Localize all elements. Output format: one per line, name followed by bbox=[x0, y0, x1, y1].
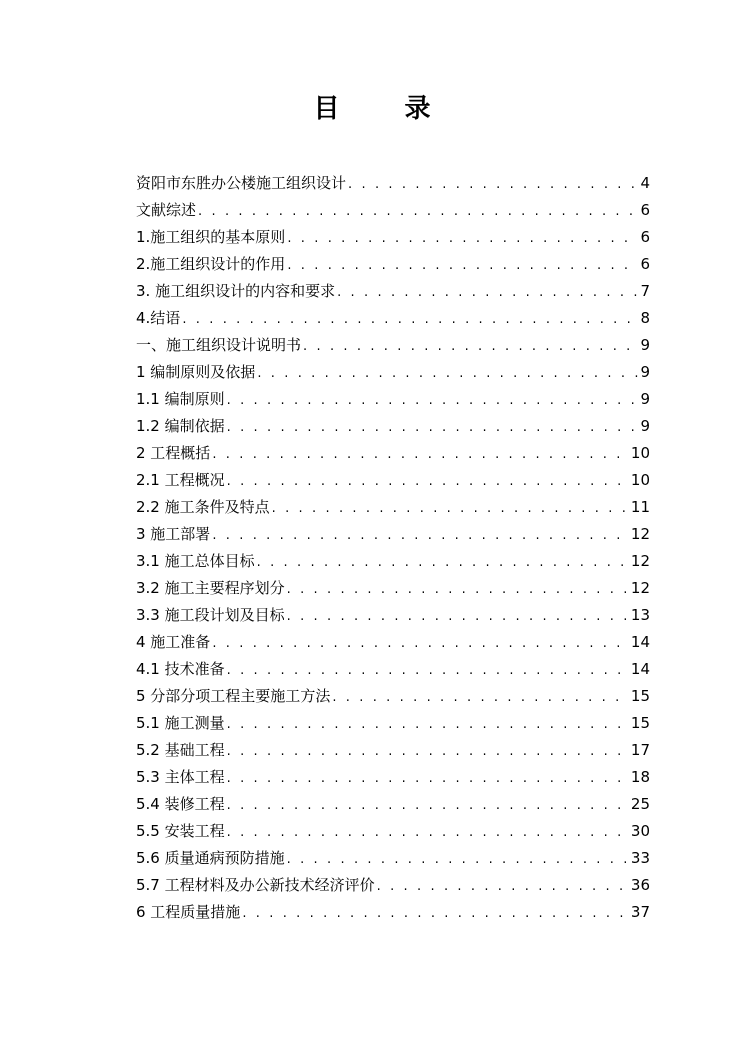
toc-dot-leader bbox=[227, 819, 629, 846]
toc-entry[interactable] bbox=[136, 224, 650, 251]
toc-entry-page-number: 14 bbox=[630, 660, 650, 678]
toc-entry[interactable] bbox=[136, 440, 650, 467]
toc-entry[interactable] bbox=[136, 602, 650, 629]
toc-entry-page-number: 14 bbox=[630, 633, 650, 651]
toc-entry[interactable] bbox=[136, 818, 650, 845]
toc-entry-label: 1.施工组织的基本原则 bbox=[136, 228, 286, 246]
toc-dot-leader bbox=[348, 171, 638, 198]
toc-entry-label: 1.1 编制原则 bbox=[136, 390, 225, 408]
toc-entry-page-number: 6 bbox=[640, 255, 650, 273]
toc-entry-page-number: 9 bbox=[640, 336, 650, 354]
toc-entry[interactable] bbox=[136, 170, 650, 197]
toc-entry-label: 5.1 施工测量 bbox=[136, 714, 225, 732]
toc-entry-page-number: 37 bbox=[630, 903, 650, 921]
toc-entry-page-number: 9 bbox=[640, 390, 650, 408]
toc-dot-leader bbox=[287, 225, 638, 252]
toc-entry[interactable] bbox=[136, 737, 650, 764]
toc-dot-leader bbox=[227, 414, 639, 441]
toc-dot-leader bbox=[227, 738, 629, 765]
toc-entry-label: 3.1 施工总体目标 bbox=[136, 552, 255, 570]
toc-entry[interactable] bbox=[136, 872, 650, 899]
toc-entry[interactable] bbox=[136, 251, 650, 278]
toc-dot-leader bbox=[332, 684, 629, 711]
toc-entry[interactable] bbox=[136, 845, 650, 872]
toc-dot-leader bbox=[242, 900, 629, 927]
toc-entry-page-number: 15 bbox=[630, 714, 650, 732]
toc-entry[interactable] bbox=[136, 710, 650, 737]
toc-entry-label: 资阳市东胜办公楼施工组织设计 bbox=[136, 174, 347, 192]
toc-entry[interactable] bbox=[136, 764, 650, 791]
toc-dot-leader bbox=[227, 468, 629, 495]
toc-entry-label: 5.2 基础工程 bbox=[136, 741, 225, 759]
toc-dot-leader bbox=[212, 441, 629, 468]
toc-entry[interactable] bbox=[136, 305, 650, 332]
toc-entry-label: 4.1 技术准备 bbox=[136, 660, 225, 678]
toc-entry[interactable] bbox=[136, 386, 650, 413]
toc-entry-page-number: 15 bbox=[630, 687, 650, 705]
toc-entry-label: 2.1 工程概况 bbox=[136, 471, 225, 489]
toc-entry[interactable] bbox=[136, 359, 650, 386]
toc-entry[interactable] bbox=[136, 629, 650, 656]
toc-entry[interactable] bbox=[136, 656, 650, 683]
toc-entry-page-number: 12 bbox=[630, 579, 650, 597]
toc-entry-label: 5.6 质量通病预防措施 bbox=[136, 849, 285, 867]
toc-dot-leader bbox=[303, 333, 638, 360]
toc-entry-label: 3.3 施工段计划及目标 bbox=[136, 606, 285, 624]
toc-entry-label: 1 编制原则及依据 bbox=[136, 363, 256, 381]
toc-entry-page-number: 13 bbox=[630, 606, 650, 624]
toc-entry[interactable] bbox=[136, 521, 650, 548]
toc-entry-page-number: 4 bbox=[640, 174, 650, 192]
toc-entry[interactable] bbox=[136, 494, 650, 521]
toc-entry-label: 2 工程概括 bbox=[136, 444, 211, 462]
toc-entry-page-number: 8 bbox=[640, 309, 650, 327]
toc-entry-label: 2.2 施工条件及特点 bbox=[136, 498, 270, 516]
toc-dot-leader bbox=[377, 873, 629, 900]
toc-entry[interactable] bbox=[136, 791, 650, 818]
toc-entry-page-number: 17 bbox=[630, 741, 650, 759]
toc-entry-page-number: 18 bbox=[630, 768, 650, 786]
toc-dot-leader bbox=[337, 279, 638, 306]
toc-dot-leader bbox=[198, 198, 638, 225]
toc-dot-leader bbox=[287, 252, 638, 279]
toc-entry[interactable] bbox=[136, 332, 650, 359]
toc-entry[interactable] bbox=[136, 575, 650, 602]
toc-entry-page-number: 7 bbox=[640, 282, 650, 300]
toc-entry-page-number: 6 bbox=[640, 201, 650, 219]
toc-dot-leader bbox=[227, 711, 629, 738]
toc-entry-label: 3. 施工组织设计的内容和要求 bbox=[136, 282, 336, 300]
toc-entry[interactable] bbox=[136, 683, 650, 710]
toc-entry[interactable] bbox=[136, 197, 650, 224]
toc-entry-label: 5.3 主体工程 bbox=[136, 768, 225, 786]
toc-entry-page-number: 9 bbox=[640, 417, 650, 435]
toc-dot-leader bbox=[287, 846, 629, 873]
toc-entry[interactable] bbox=[136, 548, 650, 575]
toc-entry[interactable] bbox=[136, 467, 650, 494]
toc-dot-leader bbox=[227, 387, 639, 414]
toc-dot-leader bbox=[182, 306, 638, 333]
toc-entry-label: 一、施工组织设计说明书 bbox=[136, 336, 302, 354]
toc-entry-label: 文献综述 bbox=[136, 201, 197, 219]
toc-entry-page-number: 36 bbox=[630, 876, 650, 894]
toc-entry-page-number: 25 bbox=[630, 795, 650, 813]
toc-entry-page-number: 30 bbox=[630, 822, 650, 840]
toc-entry-page-number: 33 bbox=[630, 849, 650, 867]
toc-dot-leader bbox=[227, 765, 629, 792]
toc-entry-label: 3.2 施工主要程序划分 bbox=[136, 579, 285, 597]
toc-dot-leader bbox=[212, 630, 629, 657]
toc-entry-page-number: 12 bbox=[630, 525, 650, 543]
toc-entry-label: 4 施工准备 bbox=[136, 633, 211, 651]
toc-entry-page-number: 9 bbox=[640, 363, 650, 381]
toc-entry[interactable] bbox=[136, 413, 650, 440]
toc-entry-label: 4.结语 bbox=[136, 309, 181, 327]
page-title: 目 录 bbox=[313, 94, 459, 124]
toc-dot-leader bbox=[272, 495, 629, 522]
toc-dot-leader bbox=[227, 792, 629, 819]
toc-entry-page-number: 11 bbox=[630, 498, 650, 516]
toc-entry-page-number: 10 bbox=[630, 444, 650, 462]
toc-dot-leader bbox=[287, 603, 629, 630]
toc-entry-label: 5.4 装修工程 bbox=[136, 795, 225, 813]
table-of-contents bbox=[136, 170, 650, 926]
toc-entry-label: 5.5 安装工程 bbox=[136, 822, 225, 840]
toc-entry-page-number: 12 bbox=[630, 552, 650, 570]
toc-entry-label: 6 工程质量措施 bbox=[136, 903, 241, 921]
toc-dot-leader bbox=[257, 360, 638, 387]
toc-dot-leader bbox=[287, 576, 629, 603]
toc-entry-label: 5 分部分项工程主要施工方法 bbox=[136, 687, 331, 705]
toc-entry-page-number: 10 bbox=[630, 471, 650, 489]
toc-dot-leader bbox=[227, 657, 629, 684]
toc-entry-page-number: 6 bbox=[640, 228, 650, 246]
toc-entry-label: 5.7 工程材料及办公新技术经济评价 bbox=[136, 876, 375, 894]
toc-entry[interactable] bbox=[136, 899, 650, 926]
toc-dot-leader bbox=[257, 549, 629, 576]
toc-dot-leader bbox=[212, 522, 629, 549]
toc-entry-label: 3 施工部署 bbox=[136, 525, 211, 543]
toc-entry-label: 1.2 编制依据 bbox=[136, 417, 225, 435]
toc-entry-label: 2.施工组织设计的作用 bbox=[136, 255, 286, 273]
toc-entry[interactable] bbox=[136, 278, 650, 305]
